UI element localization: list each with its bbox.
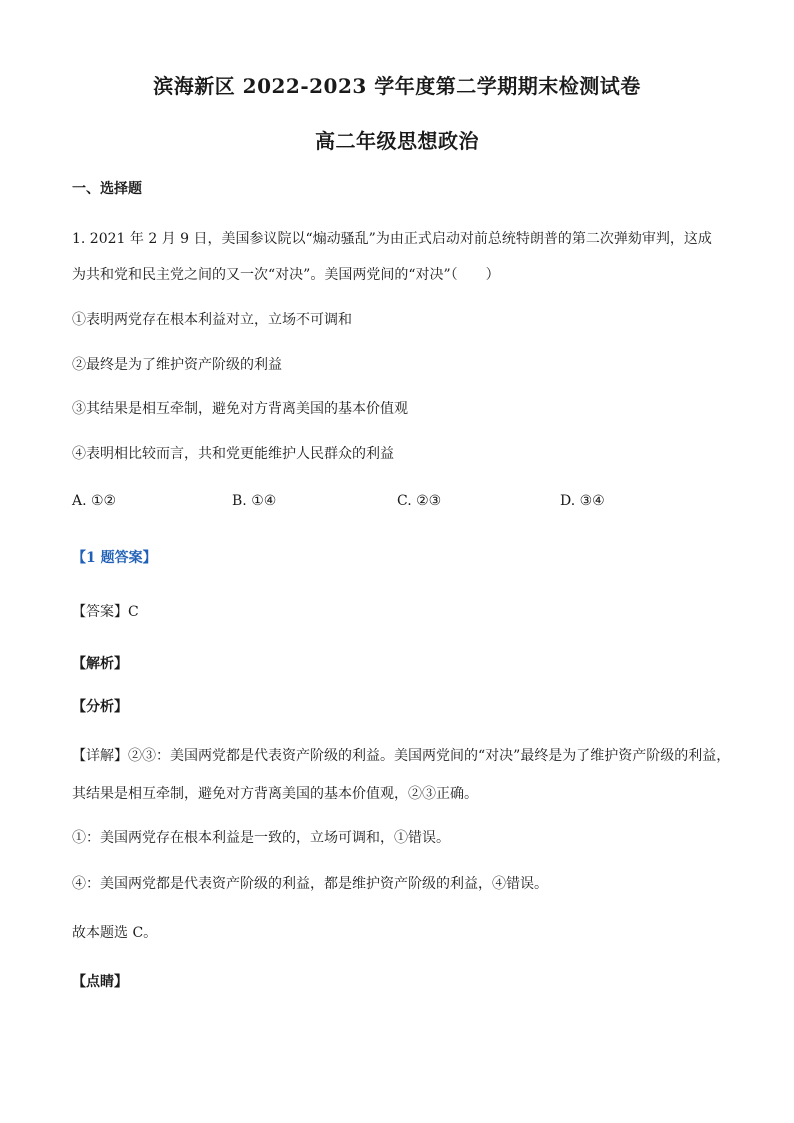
analysis-label: 【解析】 xyxy=(72,656,128,672)
detail-line-3: ①：美国两党存在根本利益是一致的，立场可调和，①错误。 xyxy=(72,830,450,846)
question-stem-line-1: 1. 2021 年 2 月 9 日，美国参议院以“煽动骚乱”为由正式启动对前总统特朗普的第二次弹劾审判，这成 xyxy=(72,231,712,247)
detail-line-2: 其结果是相互牵制，避免对方背离美国的基本价值观，②③正确。 xyxy=(72,786,478,802)
option-d: D. ③④ xyxy=(560,493,605,509)
statement-1: ①表明两党存在根本利益对立，立场不可调和 xyxy=(72,312,352,328)
detail-line-1: 【详解】②③：美国两党都是代表资产阶级的利益。美国两党间的“对决”最终是为了维护资产阶级的利益， xyxy=(72,748,731,764)
statement-3: ③其结果是相互牵制，避免对方背离美国的基本价值观 xyxy=(72,401,408,417)
answer-tag: 【1 题答案】 xyxy=(72,550,157,566)
conclusion-line: 故本题选 C。 xyxy=(72,925,158,941)
statement-4: ④表明相比较而言，共和党更能维护人民群众的利益 xyxy=(72,446,394,462)
dianjing-label: 【点睛】 xyxy=(72,974,128,990)
exam-title: 滨海新区 2022-2023 学年度第二学期期末检测试卷 xyxy=(153,74,641,98)
answer-line: 【答案】C xyxy=(72,604,139,620)
option-c: C. ②③ xyxy=(397,493,442,509)
option-a: A. ①② xyxy=(72,493,117,509)
option-b: B. ①④ xyxy=(232,493,277,509)
question-stem-line-2: 为共和党和民主党之间的又一次“对决”。美国两党间的“对决”（ ） xyxy=(72,267,500,283)
exam-subtitle: 高二年级思想政治 xyxy=(315,129,479,153)
section-heading: 一、选择题 xyxy=(72,181,142,197)
detail-line-4: ④：美国两党都是代表资产阶级的利益，都是维护资产阶级的利益，④错误。 xyxy=(72,876,548,892)
fenxi-label: 【分析】 xyxy=(72,699,128,715)
statement-2: ②最终是为了维护资产阶级的利益 xyxy=(72,357,282,373)
